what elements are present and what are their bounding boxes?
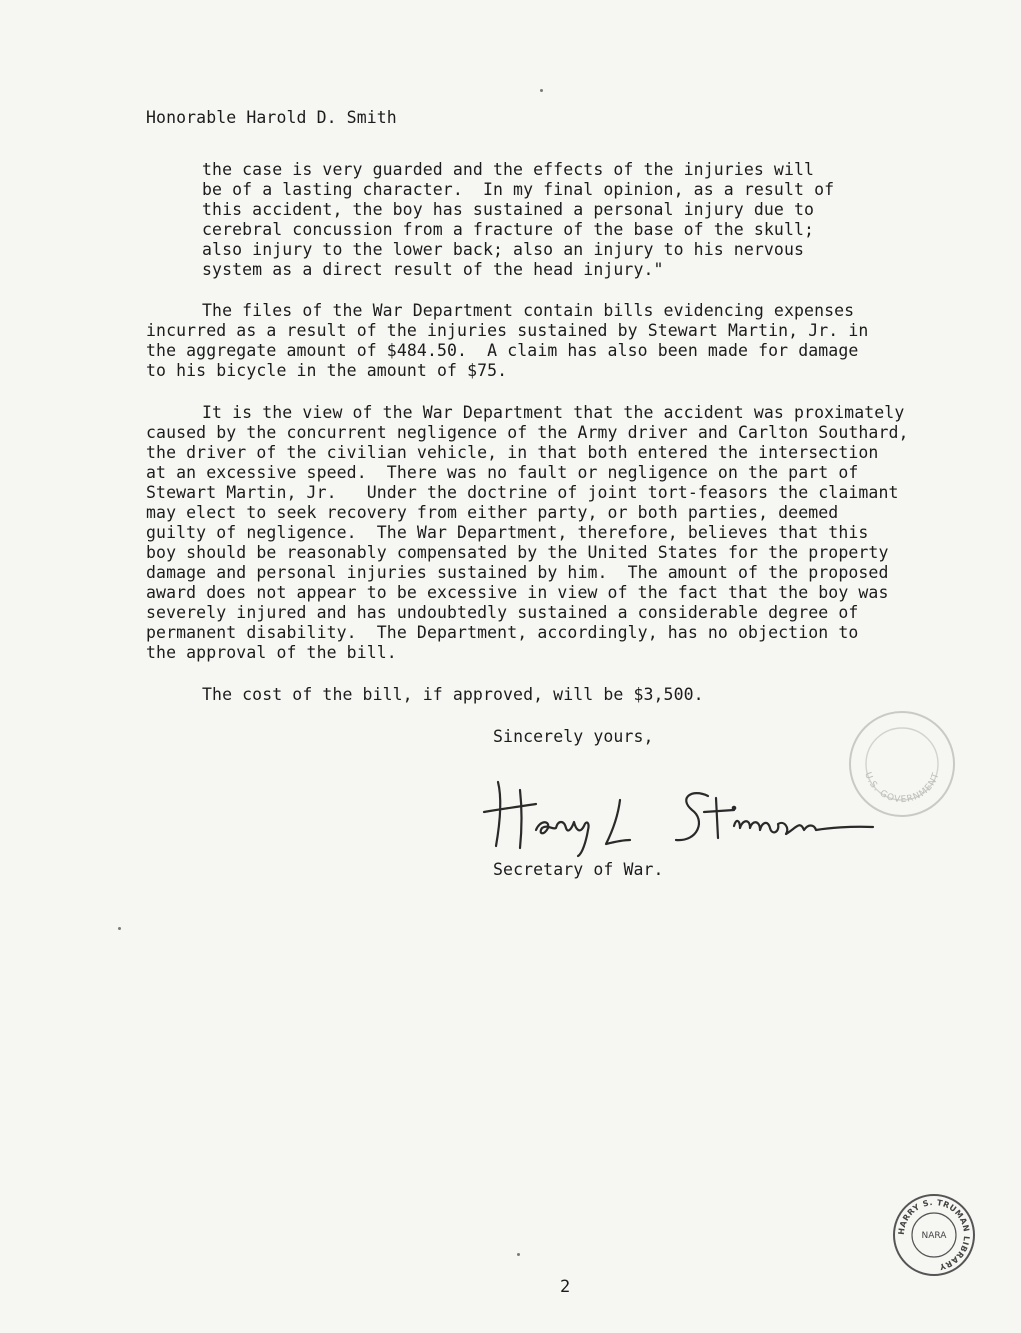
paragraph-line: the approval of the bill. — [146, 643, 397, 662]
quote-line: this accident, the boy has sustained a personal injury due to — [202, 200, 815, 219]
quote-line: cerebral concussion from a fracture of the base of the skull; — [202, 220, 815, 239]
paragraph-line: boy should be reasonably compensated by the United States for the property — [146, 543, 889, 562]
quote-line: be of a lasting character. In my final opinion, as a result of — [202, 180, 835, 199]
paragraph-line: may elect to seek recovery from either party, or both parties, deemed — [146, 503, 839, 522]
signer-title: Secretary of War. — [493, 860, 664, 879]
cost-line: The cost of the bill, if approved, will be $3,500. — [202, 685, 704, 704]
paragraph-line: caused by the concurrent negligence of the Army driver and Carlton Southard, — [146, 423, 909, 442]
gray-stamp-text: U.S. GOVERNMENT — [862, 770, 942, 806]
scan-speck — [540, 89, 543, 92]
quote-line: also injury to the lower back; also an injury to his nervous — [202, 240, 805, 259]
paragraph-line: the driver of the civilian vehicle, in that both entered the intersection — [146, 443, 879, 462]
paragraph-line: Stewart Martin, Jr. Under the doctrine of joint tort-feasors the claimant — [146, 483, 899, 502]
paragraph-line: severely injured and has undoubtedly sustained a considerable degree of — [146, 603, 859, 622]
quote-line: system as a direct result of the head injury." — [202, 260, 664, 279]
paragraph-line: It is the view of the War Department that the accident was proximately — [202, 403, 905, 422]
paragraph-line: at an excessive speed. There was no fault or negligence on the part of — [146, 463, 859, 482]
nara-stamp-icon — [892, 1193, 976, 1277]
addressee-line: Honorable Harold D. Smith — [146, 108, 397, 127]
signature-image — [478, 768, 878, 860]
quote-line: the case is very guarded and the effects of the injuries will — [202, 160, 815, 179]
svg-text:U.S. GOVERNMENT — [862, 771, 942, 805]
scan-speck — [118, 927, 121, 930]
library-stamp-icon — [846, 708, 958, 820]
paragraph-line: guilty of negligence. The War Department, therefore, believes that this — [146, 523, 869, 542]
paragraph-line: permanent disability. The Department, accordingly, has no objection to — [146, 623, 859, 642]
paragraph-line: incurred as a result of the injuries sustained by Stewart Martin, Jr. in — [146, 321, 869, 340]
nara-stamp-ring-text: HARRY S. TRUMAN LIBRARY — [896, 1197, 972, 1272]
paragraph-line: the aggregate amount of $484.50. A claim has also been made for damage — [146, 341, 859, 360]
paragraph-line: to his bicycle in the amount of $75. — [146, 361, 508, 380]
nara-stamp-center-text: NARA — [921, 1231, 947, 1241]
paragraph-line: award does not appear to be excessive in view of the fact that the boy was — [146, 583, 889, 602]
paragraph-line: The files of the War Department contain bills evidencing expenses — [202, 301, 855, 320]
closing-line: Sincerely yours, — [493, 727, 654, 746]
scan-speck — [517, 1253, 520, 1256]
page-number: 2 — [560, 1277, 571, 1297]
paragraph-line: damage and personal injuries sustained by him. The amount of the proposed — [146, 563, 889, 582]
